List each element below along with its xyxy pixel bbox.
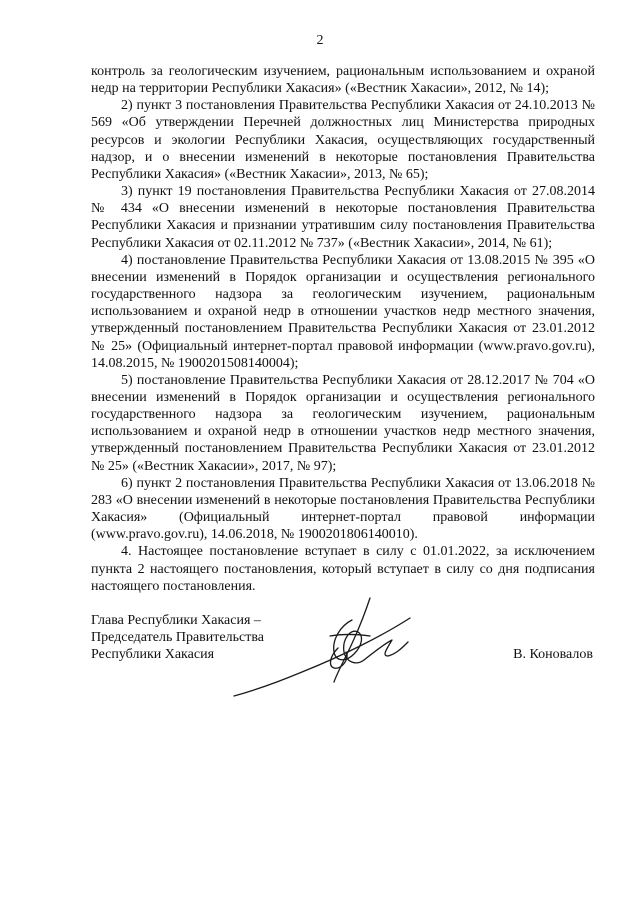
document-body [91,63,595,595]
signer-title-line-3: Республики Хакасия [91,647,215,662]
list-item-6: 6) пункт 2 постановления Правительства Республики Хакасия от 13.06.2018 № 283 «О внесении изменений в некоторые постановления Правительства Республики Хакасия» (Официальный интернет-портал правовой информации (www.pravo.gov.ru), 14.06.2018, № 1900201806140010). [91,475,595,543]
list-item-4: 4) постановление Правительства Республики Хакасия от 13.08.2015 № 395 «О внесении изменений в Порядок организации и осуществления регионального государственного надзора за геологическим изучением, рациональным использованием и охраной недр в отношении участков недр местного значения, утвержденный постановлением Правительства Республики Хакасия от 23.01.2012 № 25» (Официальный интернет-портал правовой информации (www.pravo.gov.ru), 14.08.2015, № 1900201508140004); [91,252,595,371]
clause-4-effective-date: 4. Настоящее постановление вступает в силу с 01.01.2022, за исключением пункта 2 настоящего постановления, который вступает в силу со дня подписания настоящего постановления. [91,544,595,594]
list-item-3: 3) пункт 19 постановления Правительства Республики Хакасия от 27.08.2014 № 434 «О внесении изменений в некоторые постановления Правительства Республики Хакасия и признании утратившим силу постановления Правительства Республики Хакасия от 02.11.2012 № 737» («Вестник Хакасии», 2014, № 61); [91,184,595,251]
list-item-2: 2) пункт 3 постановления Правительства Республики Хакасия от 24.10.2013 № 569 «Об утверждении Перечней должностных лиц Министерства природных ресурсов и экологии Республики Хакасия, осуществляющих государственный надзор, и о внесении изменений в некоторые постановления Правительства Республики Хакасия» («Вестник Хакасии», 2013, № 65); [91,98,595,182]
paragraph-continuation: контроль за геологическим изучением, рациональным использованием и охраной недр на территории Республики Хакасия» («Вестник Хакасии», 2012, № 14); [91,64,595,97]
handwritten-signature [232,596,422,700]
page-number: 2 [316,33,324,48]
signer-title-line-1: Глава Республики Хакасия – [91,613,261,628]
signer-title-line-2: Председатель Правительства [91,630,264,645]
signer-name: В. Коновалов [513,647,593,662]
list-item-5: 5) постановление Правительства Республики Хакасия от 28.12.2017 № 704 «О внесении изменений в Порядок организации и осуществления регионального государственного надзора за геологическим изучением, рациональным использованием и охраной недр в отношении участков недр местного значения, утвержденный постановлением Правительства Республики Хакасия от 23.01.2012 № 25» («Вестник Хакасии», 2017, № 97); [91,372,595,474]
